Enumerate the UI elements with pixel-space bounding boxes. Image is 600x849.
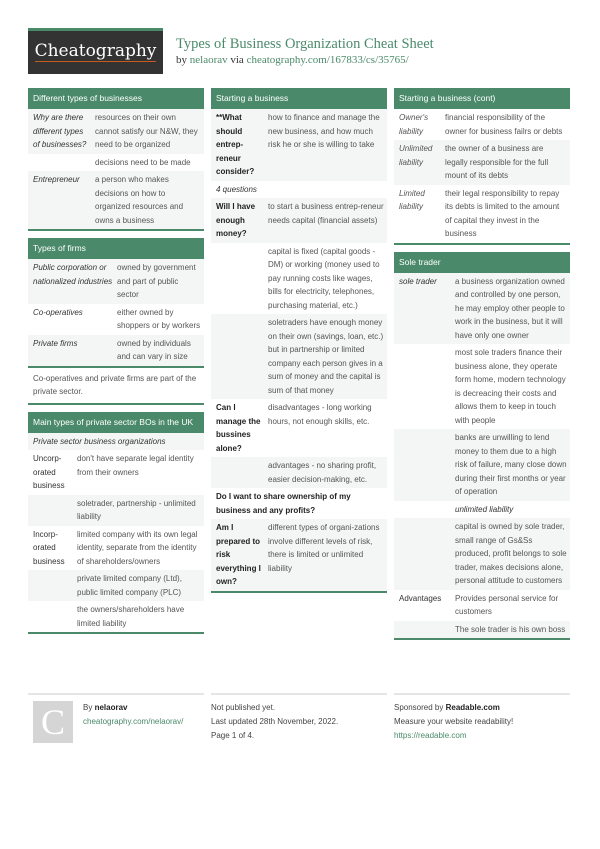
avatar: C xyxy=(33,701,73,743)
section-title: Main types of private sector BOs in the UK xyxy=(28,412,204,433)
table-row: Limited liability their legal responsibility to repay its debts is limited to the amount of capital they invest in the business xyxy=(394,185,570,243)
section-starting-business xyxy=(211,88,387,593)
footer xyxy=(28,693,572,753)
section-sole-trader xyxy=(394,252,570,641)
table-row: Co-operatives either owned by shoppers or by workers xyxy=(28,304,204,335)
footer-sponsor: Sponsored by Readable.com Measure your website readability! https://readable.com xyxy=(394,693,570,743)
table-row: Uncorp-orated business don't have separate legal identity from their owners xyxy=(28,450,204,495)
table-row: Entrepreneur a person who makes decisions on how to organized resources and owns a business xyxy=(28,171,204,229)
table-row: **What should entrep-reneur consider? how to finance and manage the new business, and how much risk he or she is willing to take xyxy=(211,109,387,181)
table-row: Do I want to share ownership of my business and any profits? xyxy=(211,488,387,519)
table-row: advantages - no sharing profit, easier decision-making, etc. xyxy=(211,457,387,488)
column-2 xyxy=(211,88,387,600)
table-row: Unlimited liability the owner of a business are legally responsible for the full mount of its debts xyxy=(394,140,570,185)
author-profile-link[interactable]: cheatography.com/nelaorav/ xyxy=(83,717,184,726)
table-row: the owners/shareholders have limited liability xyxy=(28,601,204,632)
page-title: Types of Business Organization Cheat Sheet xyxy=(176,36,434,52)
section-title: Different types of businesses xyxy=(28,88,204,109)
table-row: capital is owned by sole trader, small range of Gs&Ss produced, profit belongs to sole trader, makes decisions alone, personal attitude to customers xyxy=(394,518,570,590)
table-row: unlimited liability xyxy=(394,501,570,519)
section-note: Co-operatives and private firms are part of the private sector. xyxy=(28,366,204,403)
sponsor-link[interactable]: https://readable.com xyxy=(394,731,467,740)
table-row: Can I manage the bussines alone? disadvantages - long working hours, not enough skills, etc. xyxy=(211,399,387,457)
table-row: Why are there different types of businesses? resources on their own cannot satisfy our N&W, they need to be organized xyxy=(28,109,204,154)
footer-author: C By nelaorav cheatography.com/nelaorav/ xyxy=(28,693,204,729)
section-uk-private-bos xyxy=(28,412,204,635)
table-row: banks are unwilling to lend money to them due to a high risk of failure, many close down during their first months or year of operation xyxy=(394,429,570,501)
table-row: sole trader a business organization owned and controlled by one person, he may employ other people to work in the business, but it will have only one owner xyxy=(394,273,570,345)
table-row: The sole trader is his own boss xyxy=(394,621,570,639)
table-row: private limited company (Ltd), public limited company (PLC) xyxy=(28,570,204,601)
section-starting-business-cont xyxy=(394,88,570,245)
section-title: Sole trader xyxy=(394,252,570,273)
table-row: Public corporation or nationalized industries owned by government and part of public sector xyxy=(28,259,204,304)
table-row: Am I prepared to risk everything I own? different types of organi-zations involve different levels of risk, there is limited or unlimited liability xyxy=(211,519,387,591)
column-3 xyxy=(394,88,570,647)
section-title: Starting a business xyxy=(211,88,387,109)
cheatography-logo[interactable]: Cheatography xyxy=(28,28,163,74)
section-different-types xyxy=(28,88,204,231)
section-title: Types of firms xyxy=(28,238,204,259)
table-row: soletrader, partnership - unlimited liability xyxy=(28,495,204,526)
table-row: Incorp-orated business limited company with its own legal identity, separate from the identity of shareholders/owners xyxy=(28,526,204,571)
header xyxy=(28,28,572,78)
table-row: Owner's liability financial responsibility of the owner for business failrs or debts xyxy=(394,109,570,140)
table-row: 4 questions xyxy=(211,181,387,199)
table-row: Advantages Provides personal service for customers xyxy=(394,590,570,621)
section-subtitle: Private sector business organizations xyxy=(28,433,204,451)
table-row: most sole traders finance their business alone, they operate form home, modern technology is decreacing their costs and allows them to keep in touch with people xyxy=(394,344,570,429)
column-1 xyxy=(28,88,204,641)
section-title: Starting a business (cont) xyxy=(394,88,570,109)
table-row: decisions need to be made xyxy=(28,154,204,172)
byline: by nelaorav via cheatography.com/167833/cs/35765/ xyxy=(176,54,409,66)
table-row: soletraders have enough money on their own (savings, loan, etc.) but in partnership or limited company each person gives in a sum of money and the capital is sum of that money xyxy=(211,314,387,399)
sponsor-name[interactable]: Readable.com xyxy=(445,703,500,712)
author-link[interactable]: nelaorav xyxy=(189,54,228,66)
footer-status: Not published yet. Last updated 28th November, 2022. Page 1 of 4. xyxy=(211,693,387,743)
sheet-url-link[interactable]: cheatography.com/167833/cs/35765/ xyxy=(246,54,409,66)
table-row: Private firms owned by individuals and can vary in size xyxy=(28,335,204,366)
table-row: Will I have enough money? to start a business entrep-reneur needs capital (financial assets) xyxy=(211,198,387,243)
section-types-of-firms xyxy=(28,238,204,405)
table-row: capital is fixed (capital goods - DM) or working (money used to pay running costs like wages, bills for electricity, telephones, purchasing material, etc.) xyxy=(211,243,387,315)
page-number: Page 1 of 4. xyxy=(211,731,255,740)
author-name[interactable]: nelaorav xyxy=(94,703,128,712)
